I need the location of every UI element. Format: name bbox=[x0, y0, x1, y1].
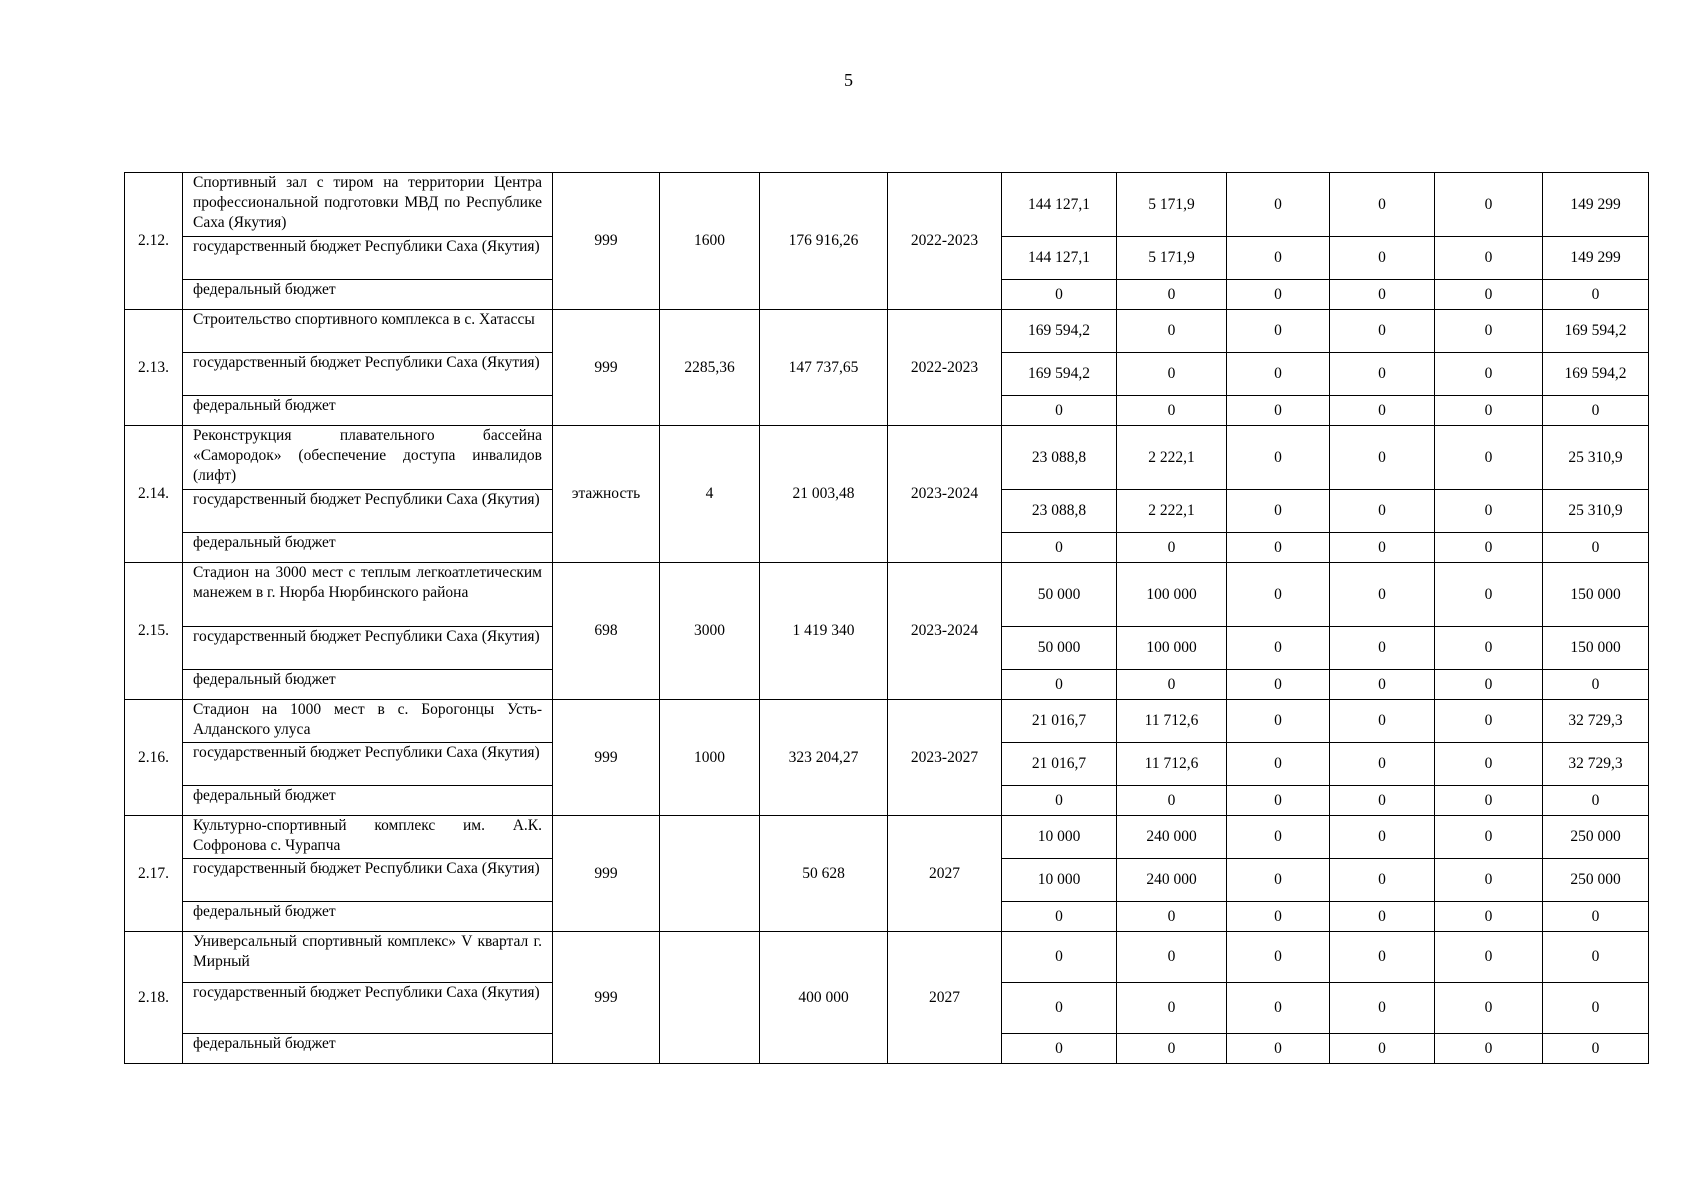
funding-source-label: федеральный бюджет bbox=[183, 533, 553, 563]
value-cell: 10 000 bbox=[1002, 816, 1117, 859]
value-cell: 0 bbox=[1227, 173, 1330, 237]
value-cell: 0 bbox=[1117, 396, 1227, 426]
value-cell: 150 000 bbox=[1543, 627, 1649, 670]
value-cell: 0 bbox=[1227, 490, 1330, 533]
item-number: 2.12. bbox=[125, 173, 183, 310]
value-cell: 0 bbox=[1227, 396, 1330, 426]
value-cell: 0 bbox=[1435, 533, 1543, 563]
value-cell: 0 bbox=[1227, 426, 1330, 490]
funding-source-label: государственный бюджет Республики Саха (Якутия) bbox=[183, 627, 553, 670]
item-number: 2.15. bbox=[125, 563, 183, 700]
value-cell: 0 bbox=[1543, 1034, 1649, 1064]
value-cell: 0 bbox=[1543, 280, 1649, 310]
cost-cell: 1 419 340 bbox=[760, 563, 888, 700]
value-cell: 0 bbox=[1227, 983, 1330, 1034]
value-cell: 0 bbox=[1330, 353, 1435, 396]
value-cell: 0 bbox=[1002, 1034, 1117, 1064]
value-cell: 240 000 bbox=[1117, 859, 1227, 902]
value-cell: 0 bbox=[1117, 786, 1227, 816]
value-cell: 0 bbox=[1543, 396, 1649, 426]
value-cell: 21 016,7 bbox=[1002, 700, 1117, 743]
value-cell: 0 bbox=[1435, 700, 1543, 743]
value-cell: 0 bbox=[1330, 932, 1435, 983]
value-cell: 0 bbox=[1227, 237, 1330, 280]
value-cell: 23 088,8 bbox=[1002, 490, 1117, 533]
unit-cell: 999 bbox=[553, 310, 660, 426]
capacity-cell: 4 bbox=[660, 426, 760, 563]
unit-cell: этажность bbox=[553, 426, 660, 563]
value-cell: 0 bbox=[1227, 533, 1330, 563]
value-cell: 0 bbox=[1117, 533, 1227, 563]
value-cell: 0 bbox=[1227, 932, 1330, 983]
item-title: Культурно-спортивный комплекс им. А.К. Софронова с. Чурапча bbox=[183, 816, 553, 859]
value-cell: 32 729,3 bbox=[1543, 700, 1649, 743]
value-cell: 5 171,9 bbox=[1117, 173, 1227, 237]
value-cell: 0 bbox=[1002, 670, 1117, 700]
value-cell: 169 594,2 bbox=[1543, 310, 1649, 353]
value-cell: 0 bbox=[1002, 932, 1117, 983]
value-cell: 0 bbox=[1435, 983, 1543, 1034]
value-cell: 11 712,6 bbox=[1117, 700, 1227, 743]
value-cell: 0 bbox=[1330, 426, 1435, 490]
value-cell: 0 bbox=[1435, 1034, 1543, 1064]
value-cell: 0 bbox=[1117, 902, 1227, 932]
page-number: 5 bbox=[844, 70, 853, 90]
cost-cell: 21 003,48 bbox=[760, 426, 888, 563]
value-cell: 0 bbox=[1435, 859, 1543, 902]
value-cell: 10 000 bbox=[1002, 859, 1117, 902]
table-row bbox=[125, 700, 1649, 743]
value-cell: 0 bbox=[1227, 1034, 1330, 1064]
value-cell: 0 bbox=[1435, 743, 1543, 786]
funding-source-label: государственный бюджет Республики Саха (Якутия) bbox=[183, 743, 553, 786]
value-cell: 0 bbox=[1227, 816, 1330, 859]
value-cell: 32 729,3 bbox=[1543, 743, 1649, 786]
value-cell: 0 bbox=[1435, 932, 1543, 983]
table-row bbox=[125, 310, 1649, 353]
value-cell: 0 bbox=[1227, 670, 1330, 700]
value-cell: 0 bbox=[1330, 563, 1435, 627]
period-cell: 2023-2027 bbox=[888, 700, 1002, 816]
value-cell: 0 bbox=[1543, 533, 1649, 563]
capacity-cell bbox=[660, 932, 760, 1064]
value-cell: 0 bbox=[1435, 786, 1543, 816]
value-cell: 0 bbox=[1543, 786, 1649, 816]
unit-cell: 698 bbox=[553, 563, 660, 700]
funding-source-label: федеральный бюджет bbox=[183, 902, 553, 932]
value-cell: 0 bbox=[1117, 280, 1227, 310]
value-cell: 0 bbox=[1330, 670, 1435, 700]
value-cell: 21 016,7 bbox=[1002, 743, 1117, 786]
value-cell: 5 171,9 bbox=[1117, 237, 1227, 280]
value-cell: 0 bbox=[1330, 310, 1435, 353]
value-cell: 0 bbox=[1002, 533, 1117, 563]
value-cell: 149 299 bbox=[1543, 237, 1649, 280]
funding-source-label: государственный бюджет Республики Саха (Якутия) bbox=[183, 490, 553, 533]
value-cell: 0 bbox=[1117, 983, 1227, 1034]
unit-cell: 999 bbox=[553, 700, 660, 816]
value-cell: 150 000 bbox=[1543, 563, 1649, 627]
value-cell: 25 310,9 bbox=[1543, 490, 1649, 533]
value-cell: 0 bbox=[1227, 353, 1330, 396]
value-cell: 0 bbox=[1330, 983, 1435, 1034]
value-cell: 50 000 bbox=[1002, 627, 1117, 670]
value-cell: 0 bbox=[1117, 310, 1227, 353]
funding-source-label: государственный бюджет Республики Саха (Якутия) bbox=[183, 353, 553, 396]
table-row bbox=[125, 932, 1649, 983]
item-number: 2.14. bbox=[125, 426, 183, 563]
period-cell: 2023-2024 bbox=[888, 426, 1002, 563]
value-cell: 0 bbox=[1227, 280, 1330, 310]
unit-cell: 999 bbox=[553, 816, 660, 932]
value-cell: 0 bbox=[1330, 816, 1435, 859]
value-cell: 0 bbox=[1002, 902, 1117, 932]
value-cell: 0 bbox=[1330, 859, 1435, 902]
value-cell: 23 088,8 bbox=[1002, 426, 1117, 490]
value-cell: 11 712,6 bbox=[1117, 743, 1227, 786]
value-cell: 0 bbox=[1117, 1034, 1227, 1064]
value-cell: 169 594,2 bbox=[1002, 310, 1117, 353]
value-cell: 0 bbox=[1227, 563, 1330, 627]
unit-cell: 999 bbox=[553, 173, 660, 310]
item-number: 2.17. bbox=[125, 816, 183, 932]
period-cell: 2023-2024 bbox=[888, 563, 1002, 700]
value-cell: 100 000 bbox=[1117, 563, 1227, 627]
value-cell: 0 bbox=[1227, 743, 1330, 786]
value-cell: 0 bbox=[1435, 310, 1543, 353]
value-cell: 0 bbox=[1330, 533, 1435, 563]
capacity-cell: 1600 bbox=[660, 173, 760, 310]
funding-source-label: федеральный бюджет bbox=[183, 670, 553, 700]
value-cell: 0 bbox=[1330, 627, 1435, 670]
period-cell: 2022-2023 bbox=[888, 173, 1002, 310]
value-cell: 2 222,1 bbox=[1117, 490, 1227, 533]
funding-source-label: государственный бюджет Республики Саха (Якутия) bbox=[183, 859, 553, 902]
value-cell: 0 bbox=[1002, 280, 1117, 310]
value-cell: 0 bbox=[1330, 173, 1435, 237]
value-cell: 0 bbox=[1330, 743, 1435, 786]
value-cell: 0 bbox=[1543, 670, 1649, 700]
funding-source-label: федеральный бюджет bbox=[183, 786, 553, 816]
value-cell: 0 bbox=[1227, 859, 1330, 902]
item-number: 2.13. bbox=[125, 310, 183, 426]
cost-cell: 176 916,26 bbox=[760, 173, 888, 310]
value-cell: 0 bbox=[1227, 786, 1330, 816]
value-cell: 169 594,2 bbox=[1543, 353, 1649, 396]
value-cell: 0 bbox=[1117, 670, 1227, 700]
value-cell: 0 bbox=[1330, 786, 1435, 816]
value-cell: 0 bbox=[1227, 627, 1330, 670]
value-cell: 0 bbox=[1330, 902, 1435, 932]
value-cell: 100 000 bbox=[1117, 627, 1227, 670]
value-cell: 0 bbox=[1117, 932, 1227, 983]
value-cell: 0 bbox=[1543, 932, 1649, 983]
value-cell: 250 000 bbox=[1543, 859, 1649, 902]
item-title: Спортивный зал с тиром на территории Центра профессиональной подготовки МВД по Республике Саха (Якутия) bbox=[183, 173, 553, 237]
funding-source-label: государственный бюджет Республики Саха (Якутия) bbox=[183, 237, 553, 280]
funding-source-label: федеральный бюджет bbox=[183, 396, 553, 426]
value-cell: 0 bbox=[1435, 173, 1543, 237]
value-cell: 0 bbox=[1435, 426, 1543, 490]
value-cell: 0 bbox=[1435, 353, 1543, 396]
value-cell: 0 bbox=[1435, 902, 1543, 932]
cost-cell: 147 737,65 bbox=[760, 310, 888, 426]
value-cell: 0 bbox=[1117, 353, 1227, 396]
value-cell: 0 bbox=[1002, 983, 1117, 1034]
value-cell: 0 bbox=[1435, 280, 1543, 310]
value-cell: 0 bbox=[1435, 670, 1543, 700]
period-cell: 2027 bbox=[888, 932, 1002, 1064]
table-row bbox=[125, 173, 1649, 237]
value-cell: 0 bbox=[1227, 902, 1330, 932]
item-title: Строительство спортивного комплекса в с. Хатассы bbox=[183, 310, 553, 353]
value-cell: 169 594,2 bbox=[1002, 353, 1117, 396]
value-cell: 0 bbox=[1330, 700, 1435, 743]
value-cell: 0 bbox=[1002, 786, 1117, 816]
value-cell: 0 bbox=[1435, 627, 1543, 670]
capacity-cell: 1000 bbox=[660, 700, 760, 816]
value-cell: 0 bbox=[1435, 816, 1543, 859]
value-cell: 0 bbox=[1330, 280, 1435, 310]
unit-cell: 999 bbox=[553, 932, 660, 1064]
table-row bbox=[125, 816, 1649, 859]
value-cell: 240 000 bbox=[1117, 816, 1227, 859]
period-cell: 2027 bbox=[888, 816, 1002, 932]
item-title: Универсальный спортивный комплекс» V квартал г. Мирный bbox=[183, 932, 553, 983]
value-cell: 0 bbox=[1543, 983, 1649, 1034]
item-number: 2.18. bbox=[125, 932, 183, 1064]
item-title: Стадион на 3000 мест с теплым легкоатлетическим манежем в г. Нюрба Нюрбинского района bbox=[183, 563, 553, 627]
table-row bbox=[125, 426, 1649, 490]
value-cell: 50 000 bbox=[1002, 563, 1117, 627]
funding-source-label: федеральный бюджет bbox=[183, 1034, 553, 1064]
value-cell: 0 bbox=[1002, 396, 1117, 426]
capacity-cell: 3000 bbox=[660, 563, 760, 700]
capacity-cell bbox=[660, 816, 760, 932]
cost-cell: 400 000 bbox=[760, 932, 888, 1064]
value-cell: 0 bbox=[1435, 237, 1543, 280]
item-title: Стадион на 1000 мест в с. Борогонцы Усть-Алданского улуса bbox=[183, 700, 553, 743]
cost-cell: 50 628 bbox=[760, 816, 888, 932]
value-cell: 25 310,9 bbox=[1543, 426, 1649, 490]
cost-cell: 323 204,27 bbox=[760, 700, 888, 816]
value-cell: 0 bbox=[1330, 396, 1435, 426]
value-cell: 2 222,1 bbox=[1117, 426, 1227, 490]
value-cell: 0 bbox=[1543, 902, 1649, 932]
value-cell: 0 bbox=[1330, 490, 1435, 533]
item-title: Реконструкция плавательного бассейна «Самородок» (обеспечение доступа инвалидов (лифт) bbox=[183, 426, 553, 490]
value-cell: 0 bbox=[1435, 563, 1543, 627]
value-cell: 0 bbox=[1435, 396, 1543, 426]
value-cell: 0 bbox=[1330, 1034, 1435, 1064]
period-cell: 2022-2023 bbox=[888, 310, 1002, 426]
value-cell: 0 bbox=[1435, 490, 1543, 533]
value-cell: 144 127,1 bbox=[1002, 237, 1117, 280]
capacity-cell: 2285,36 bbox=[660, 310, 760, 426]
value-cell: 0 bbox=[1227, 700, 1330, 743]
value-cell: 149 299 bbox=[1543, 173, 1649, 237]
table-row bbox=[125, 563, 1649, 627]
item-number: 2.16. bbox=[125, 700, 183, 816]
value-cell: 0 bbox=[1227, 310, 1330, 353]
investment-table bbox=[124, 172, 1649, 1064]
value-cell: 0 bbox=[1330, 237, 1435, 280]
value-cell: 144 127,1 bbox=[1002, 173, 1117, 237]
value-cell: 250 000 bbox=[1543, 816, 1649, 859]
funding-source-label: государственный бюджет Республики Саха (Якутия) bbox=[183, 983, 553, 1034]
funding-source-label: федеральный бюджет bbox=[183, 280, 553, 310]
